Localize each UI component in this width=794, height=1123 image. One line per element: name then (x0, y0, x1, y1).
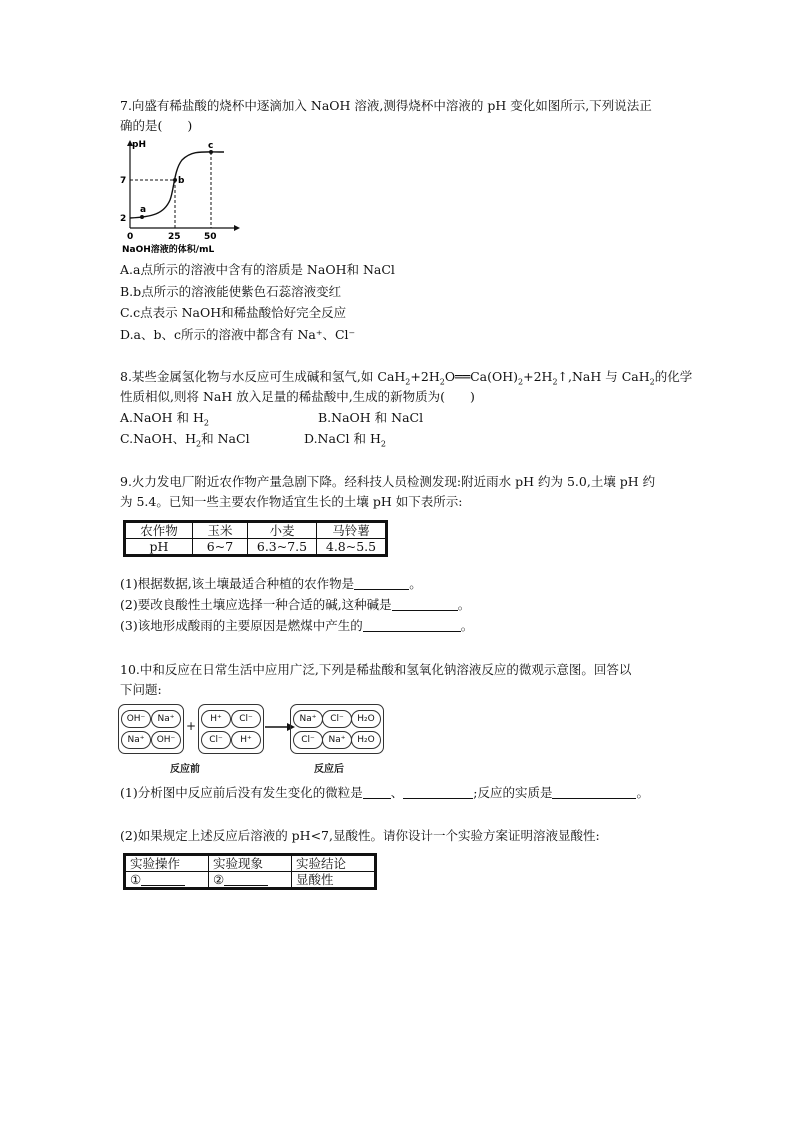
q9-th-wheat: 小麦 (248, 523, 317, 539)
ion-cl: Cl⁻ (322, 710, 352, 728)
ion-cl: Cl⁻ (201, 731, 231, 749)
answer-blank[interactable] (354, 577, 409, 590)
q9-th-corn: 玉米 (193, 523, 248, 539)
label-after: 反应后 (314, 764, 344, 775)
q9-td-ph: pH (126, 539, 193, 555)
answer-blank[interactable] (392, 598, 458, 611)
q8-option-c: C.NaOH、$H_2$和 NaCl (120, 431, 250, 449)
point-c-label: c (208, 141, 214, 151)
q10-sub1: (1)分析图中反应前后没有发生变化的微粒是 、 ;反应的实质是 。 (120, 785, 649, 800)
q9-crop-ph-table (123, 520, 388, 557)
q9-sub1: (1)根据数据,该土壤最适合种植的农作物是 。 (120, 576, 422, 591)
point-b (173, 178, 177, 182)
q9-sub2: (2)要改良酸性土壤应选择一种合适的碱,这种碱是 。 (120, 597, 471, 612)
q9-th-crop: 农作物 (126, 523, 193, 539)
y-axis-label: pH (132, 140, 146, 150)
y-tick-2: 2 (120, 214, 127, 224)
q9-td-corn: 6~7 (193, 539, 248, 555)
y-tick-7: 7 (120, 176, 127, 186)
q8-stem-line1: 8.某些金属氢化物与水反应可生成碱和氢气,如 $CaH_2+2H_2O══Ca(OH)_2+2H_2↑,NaH$ 与 CaH$_2$的化学 (120, 369, 693, 387)
q7-option-c: C.c点表示 NaOH和稀盐酸恰好完全反应 (120, 305, 347, 320)
answer-blank[interactable] (363, 619, 461, 632)
q10-th-phenomenon: 实验现象 (209, 856, 292, 872)
ion-na: Na⁺ (121, 731, 151, 749)
q10-th-operation: 实验操作 (126, 856, 209, 872)
q8-option-b: B.NaOH 和 NaCl (318, 410, 424, 425)
q7-option-b: B.b点所示的溶液能使紫色石蕊溶液变红 (120, 284, 342, 299)
q7-option-d: D.a、b、c所示的溶液中都含有 Na⁺、Cl⁻ (120, 327, 356, 342)
q9-sub3: (3)该地形成酸雨的主要原因是燃煤中产生的 。 (120, 618, 474, 633)
answer-blank[interactable] (141, 873, 185, 886)
q10-stem-line2: 下问题: (120, 682, 162, 697)
answer-blank[interactable] (552, 786, 636, 799)
q9-td-wheat: 6.3~7.5 (248, 539, 317, 555)
molecule-h2o: H₂O (351, 731, 381, 749)
x-axis-label: NaOH溶液的体积/mL (122, 245, 215, 255)
ion-h: H⁺ (201, 710, 231, 728)
q9-stem-line1: 9.火力发电厂附近农作物产量急剧下降。经科技人员检测发现:附近雨水 pH 约为 5.0,土壤 pH 约 (120, 474, 656, 489)
x-tick-0: 0 (127, 232, 134, 242)
q8-option-d: D.NaCl 和 $H_2$ (304, 431, 386, 449)
plus-sign: + (186, 719, 197, 733)
q8-option-a: A.NaOH 和 $H_2$ (120, 410, 209, 428)
q8-stem-line2: 性质相似,则将 NaH 放入足量的稀盐酸中,生成的新物质为( ) (120, 389, 475, 404)
ion-na: Na⁺ (151, 710, 181, 728)
point-a (140, 215, 144, 219)
label-before: 反应前 (170, 764, 200, 775)
q10-td-phenomenon[interactable]: ② (209, 872, 292, 888)
q10-stem-line1: 10.中和反应在日常生活中应用广泛,下列是稀盐酸和氢氧化钠溶液反应的微观示意图。回答以 (120, 662, 632, 677)
x-tick-25: 25 (168, 232, 181, 242)
q7-option-a: A.a点所示的溶液中含有的溶质是 NaOH和 NaCl (120, 262, 395, 277)
q10-td-conclusion: 显酸性 (292, 872, 375, 888)
ion-h: H⁺ (231, 731, 261, 749)
q9-stem-line2: 为 5.4。已知一些主要农作物适宜生长的土壤 pH 如下表所示: (120, 494, 463, 509)
q9-td-potato: 4.8~5.5 (317, 539, 386, 555)
ion-cl: Cl⁻ (231, 710, 261, 728)
q10-sub2: (2)如果规定上述反应后溶液的 pH<7,显酸性。请你设计一个实验方案证明溶液显酸性: (120, 828, 600, 843)
ion-na: Na⁺ (322, 731, 352, 749)
q10-micro-diagram (118, 704, 383, 776)
q10-td-operation[interactable]: ① (126, 872, 209, 888)
q7-stem-line2: 确的是( ) (120, 118, 193, 133)
q10-th-conclusion: 实验结论 (292, 856, 375, 872)
answer-blank[interactable] (363, 786, 391, 799)
answer-blank[interactable] (403, 786, 473, 799)
q9-th-potato: 马铃薯 (317, 523, 386, 539)
ion-cl: Cl⁻ (293, 731, 323, 749)
answer-blank[interactable] (224, 873, 268, 886)
q10-experiment-table (123, 853, 377, 890)
x-tick-50: 50 (204, 232, 217, 242)
q7-ph-graph (112, 138, 242, 258)
ion-na: Na⁺ (293, 710, 323, 728)
q7-stem-line1: 7.向盛有稀盐酸的烧杯中逐滴加入 NaOH 溶液,测得烧杯中溶液的 pH 变化如图所示,下列说法正 (120, 98, 652, 113)
point-a-label: a (140, 205, 147, 215)
molecule-h2o: H₂O (351, 710, 381, 728)
ion-oh: OH⁻ (121, 710, 151, 728)
point-b-label: b (178, 176, 185, 186)
ion-oh: OH⁻ (151, 731, 181, 749)
